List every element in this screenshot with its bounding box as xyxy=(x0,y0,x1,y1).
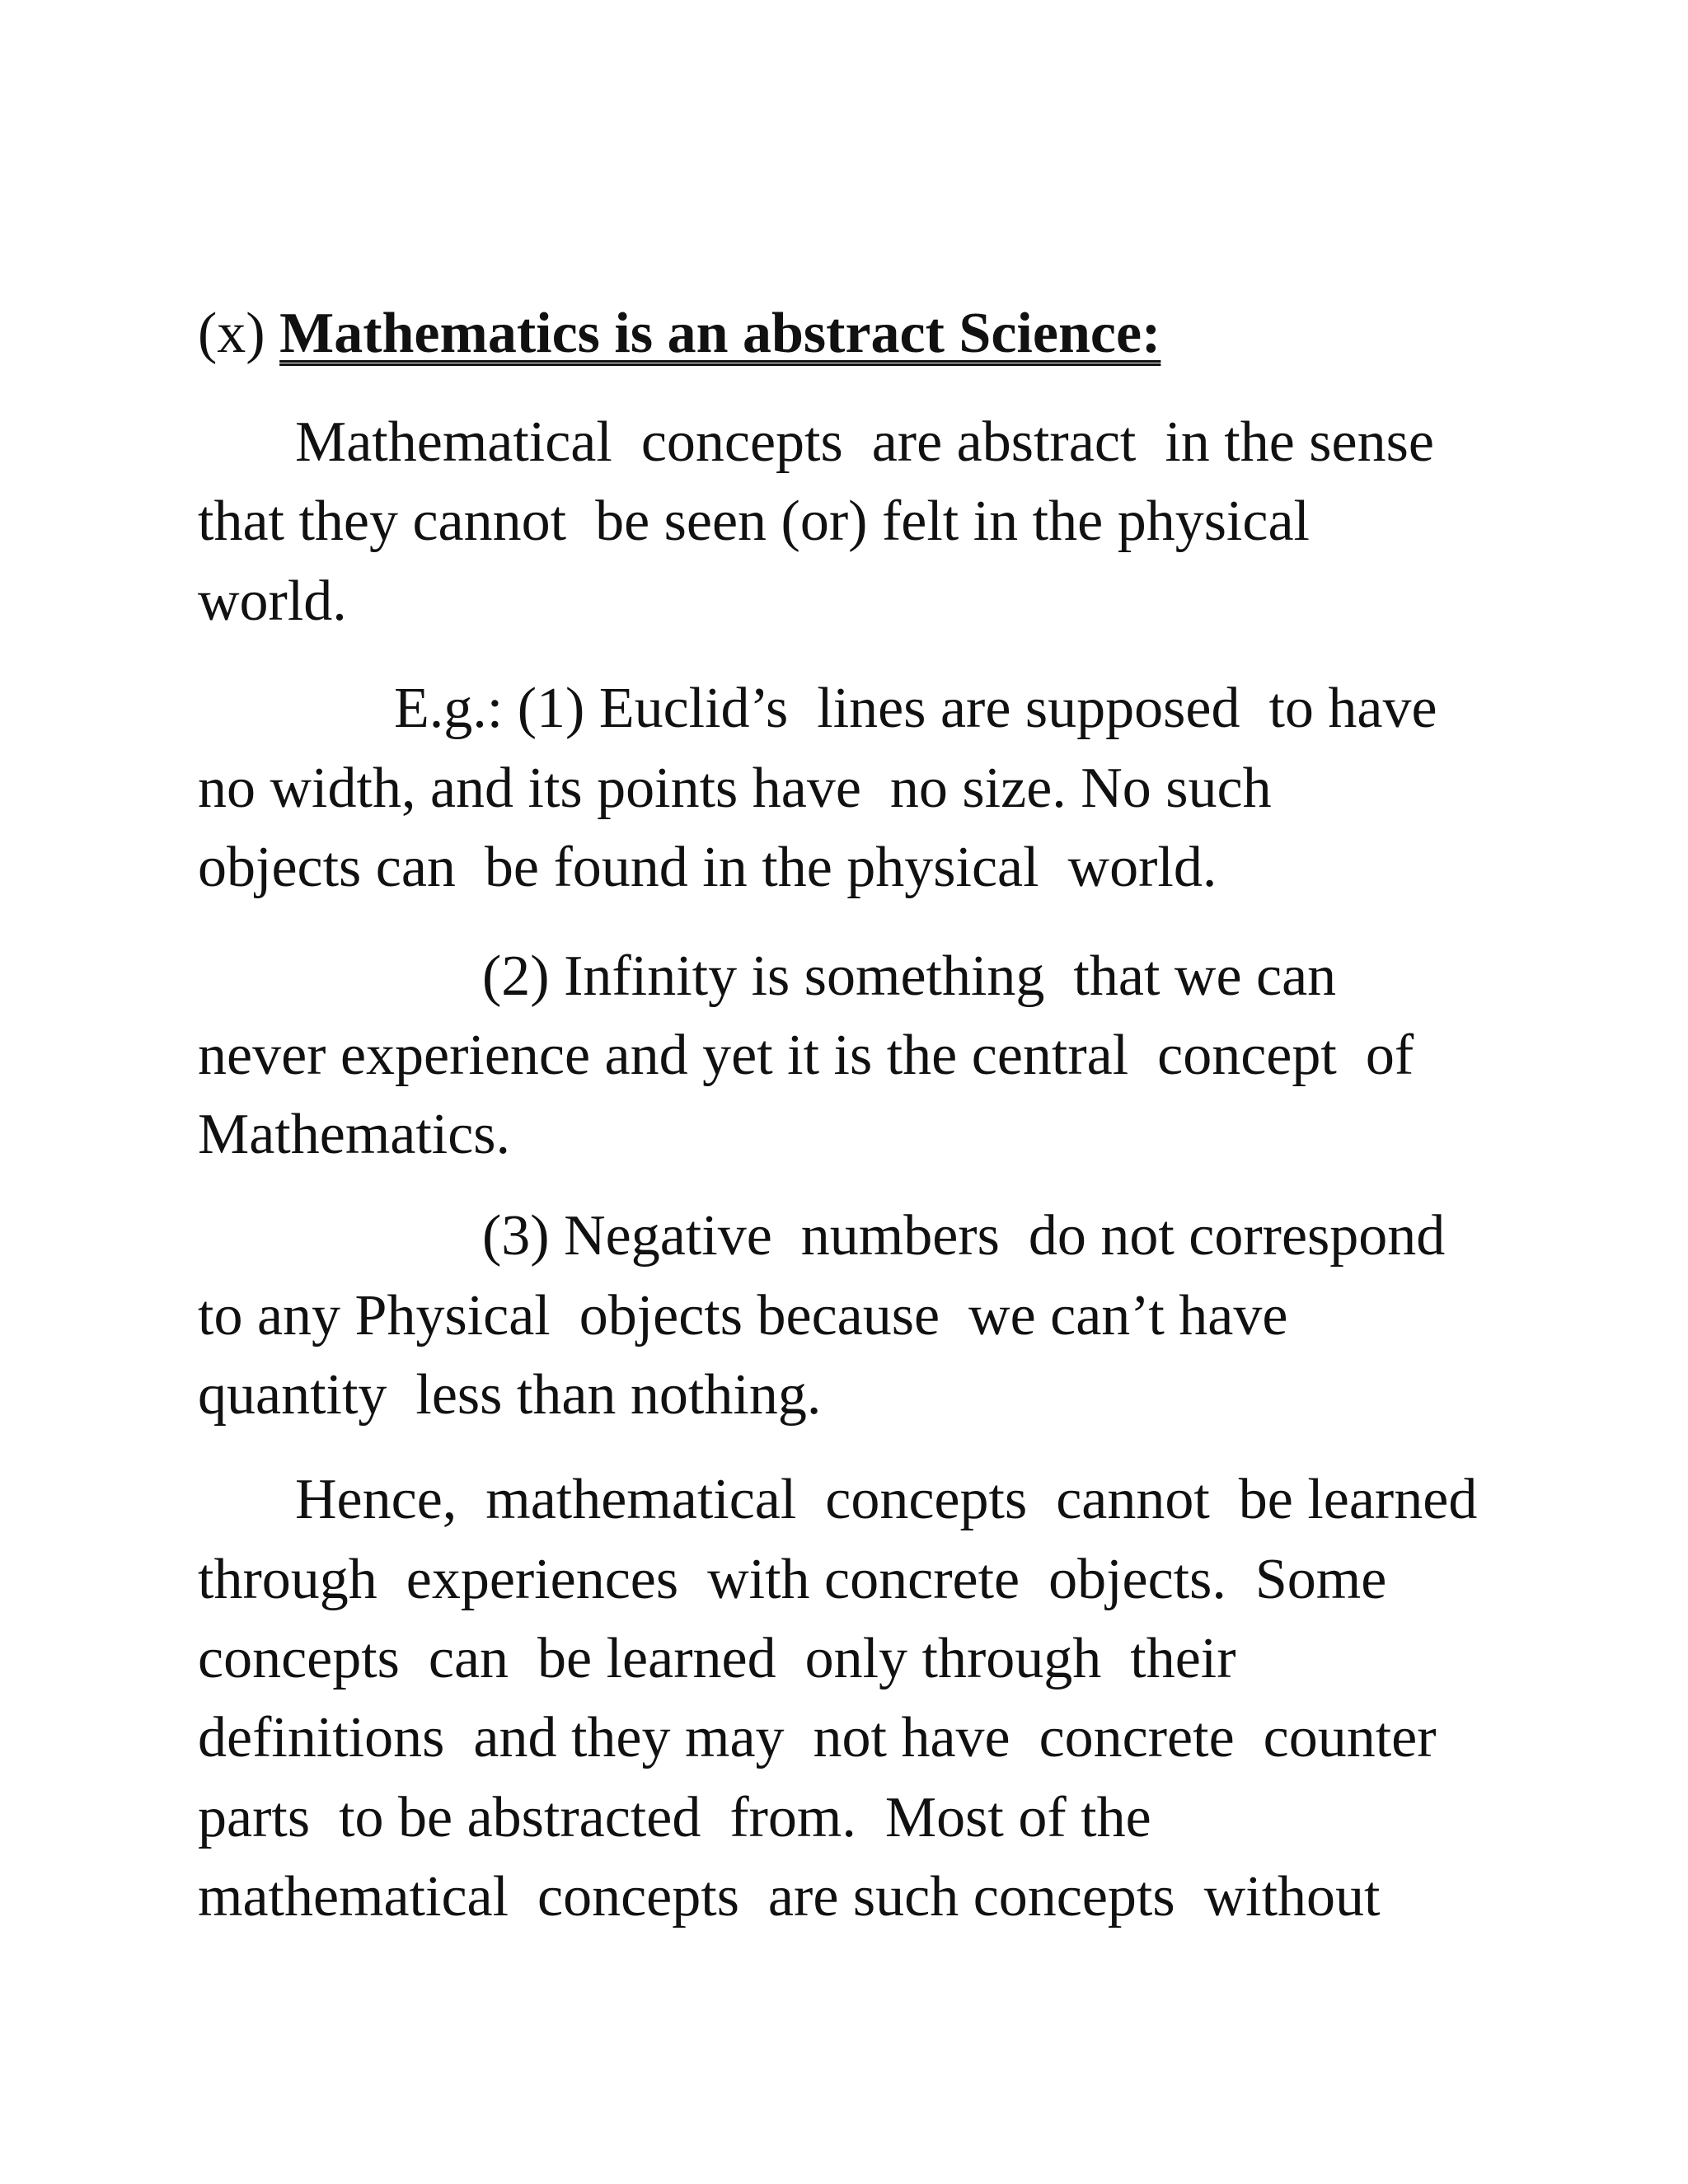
body-line: that they cannot be seen (or) felt in the physical xyxy=(198,490,1310,553)
body-line: Hence, mathematical concepts cannot be learned xyxy=(295,1468,1478,1531)
example-line: Mathematics. xyxy=(198,1103,511,1166)
example-line: (3) Negative numbers do not correspond xyxy=(482,1204,1446,1268)
section-title: Mathematics is an abstract Science: xyxy=(279,302,1161,365)
body-line: through experiences with concrete objects. Some xyxy=(198,1548,1387,1611)
body-line: mathematical concepts are such concepts without xyxy=(198,1865,1381,1929)
example-line: quantity less than nothing. xyxy=(198,1363,822,1427)
body-line: world. xyxy=(198,569,347,633)
example-line: to any Physical objects because we can’t have xyxy=(198,1284,1288,1347)
example-line: no width, and its points have no size. No such xyxy=(198,757,1272,820)
body-line: concepts can be learned only through their xyxy=(198,1627,1236,1690)
body-line: definitions and they may not have concrete counter xyxy=(198,1706,1437,1769)
example-line: E.g.: (1) Euclid’s lines are supposed to have xyxy=(394,677,1437,740)
example-line: never experience and yet it is the central concept of xyxy=(198,1024,1414,1087)
section-number: (x) xyxy=(198,302,280,365)
body-line: parts to be abstracted from. Most of the xyxy=(198,1786,1151,1849)
section-heading xyxy=(198,301,1160,367)
example-line: objects can be found in the physical world. xyxy=(198,836,1217,899)
example-line: (2) Infinity is something that we can xyxy=(482,944,1337,1008)
body-line: Mathematical concepts are abstract in the sense xyxy=(295,410,1434,474)
